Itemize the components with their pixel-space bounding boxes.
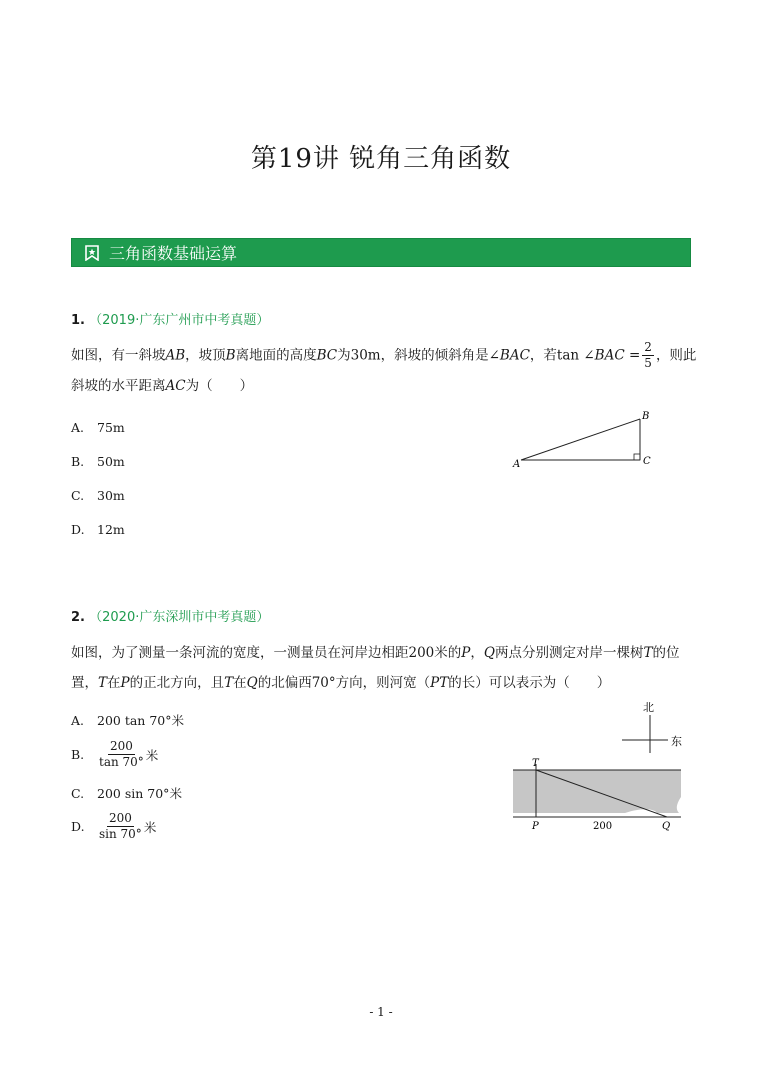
fraction-2-5: $\frac{2}{5}$ [644, 340, 652, 370]
river-figure [505, 695, 695, 840]
question-1-stem: 如图，有一斜坡AB，坡顶B离地面的高度BC为30m，斜坡的倾斜角是∠BAC，若tan ∠BAC = $\frac{2}{5}$ ，则此 斜坡的水平距离AC为（ ） [71, 340, 697, 394]
page-number: - 1 - [369, 1005, 393, 1019]
east-label: 东 [671, 735, 682, 748]
question-source: （2019·广东广州市中考真题） [89, 313, 270, 328]
section-title: 三角函数基础运算 [109, 244, 238, 263]
label-200: 200 [593, 821, 613, 832]
label-p: P [532, 821, 539, 832]
label-a: A [513, 459, 521, 470]
option-d[interactable]: D. 12m [71, 522, 125, 537]
page-title: 第19讲 锐角三角函数 [250, 144, 512, 174]
slope-triangle-figure [505, 405, 665, 475]
option-b[interactable]: B. 50m [71, 454, 125, 469]
option-b[interactable]: B. $\frac{200}{\tan 70^\circ}$ 米 [71, 739, 159, 769]
question-1-header [71, 309, 269, 328]
question-number: 2. [71, 610, 85, 625]
question-2-stem: 如图，为了测量一条河流的宽度，一测量员在河岸边相距200米的P，Q两点分别测定对岸一棵树T的位 置，T在P的正北方向，且T在Q的北偏西70°方向，则河宽（PT的长）可以表示为（ ） [71, 645, 680, 691]
question-2-header [71, 606, 269, 625]
label-t: T [532, 758, 539, 769]
option-a[interactable]: A. 200 tan 70° 米 [71, 712, 185, 728]
north-label: 北 [643, 701, 654, 714]
option-c[interactable]: C. 30m [71, 488, 125, 503]
question-source: （2020·广东深圳市中考真题） [89, 610, 270, 625]
option-c[interactable]: C. 200 sin 70° 米 [71, 785, 182, 801]
question-number: 1. [71, 313, 85, 328]
label-b: B [642, 411, 650, 422]
label-q: Q [662, 821, 671, 832]
option-a[interactable]: A. 75m [71, 420, 125, 435]
section-header [71, 238, 691, 267]
bookmark-star-icon [84, 245, 100, 261]
option-d[interactable]: D. $\frac{200}{\sin 70^\circ}$ 米 [71, 811, 157, 841]
label-c: C [643, 456, 651, 467]
